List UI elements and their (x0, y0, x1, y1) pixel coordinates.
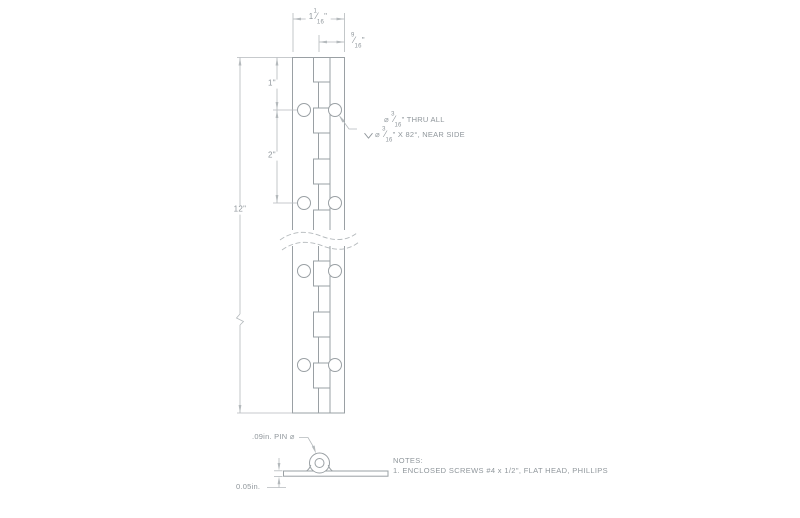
break-band (278, 230, 362, 246)
pin-diameter-label: .09in. PIN ⌀ (252, 431, 295, 441)
thickness-label: 0.05in. (236, 481, 261, 491)
screw-hole (298, 197, 311, 210)
section-view (284, 453, 389, 476)
screw-hole (329, 359, 342, 372)
diameter-symbol: ⌀ (289, 431, 295, 441)
dim-leaf-width-label: $^9⁄_{16}$" (351, 32, 365, 50)
dim-end-hole-label: 1" (265, 80, 279, 89)
hole-callout-leader (340, 117, 357, 130)
countersink-icon (364, 132, 373, 140)
knuckle-circle (310, 453, 330, 473)
dim-hole-pitch-label: 2" (265, 152, 279, 161)
dim-length-label: 12" (231, 206, 250, 215)
diameter-symbol: ⌀ (375, 130, 380, 140)
hole-callout-line2: ⌀ $^3⁄_{16}$" X 82°, NEAR SIDE (364, 130, 465, 143)
notes-title: NOTES: (393, 456, 424, 465)
dim-break-squiggle (237, 314, 244, 325)
screw-hole (298, 265, 311, 278)
screw-hole (329, 197, 342, 210)
pin-leader (299, 438, 314, 448)
dim-overall-width-label: $1^1⁄_{16}$" (306, 12, 331, 25)
leaf-bar (284, 471, 389, 476)
hole-callout-line1: ⌀ $^3⁄_{16}$" THRU ALL (384, 111, 445, 129)
note-item-1: 1. ENCLOSED SCREWS #4 x 1/2", FLAT HEAD, PHILLIPS (393, 466, 609, 475)
screw-hole (298, 359, 311, 372)
screw-hole (329, 104, 342, 117)
screw-hole (329, 265, 342, 278)
diameter-symbol: ⌀ (384, 115, 389, 125)
screw-hole (298, 104, 311, 117)
arrowheads (239, 18, 345, 485)
dimension-lines (237, 13, 358, 488)
